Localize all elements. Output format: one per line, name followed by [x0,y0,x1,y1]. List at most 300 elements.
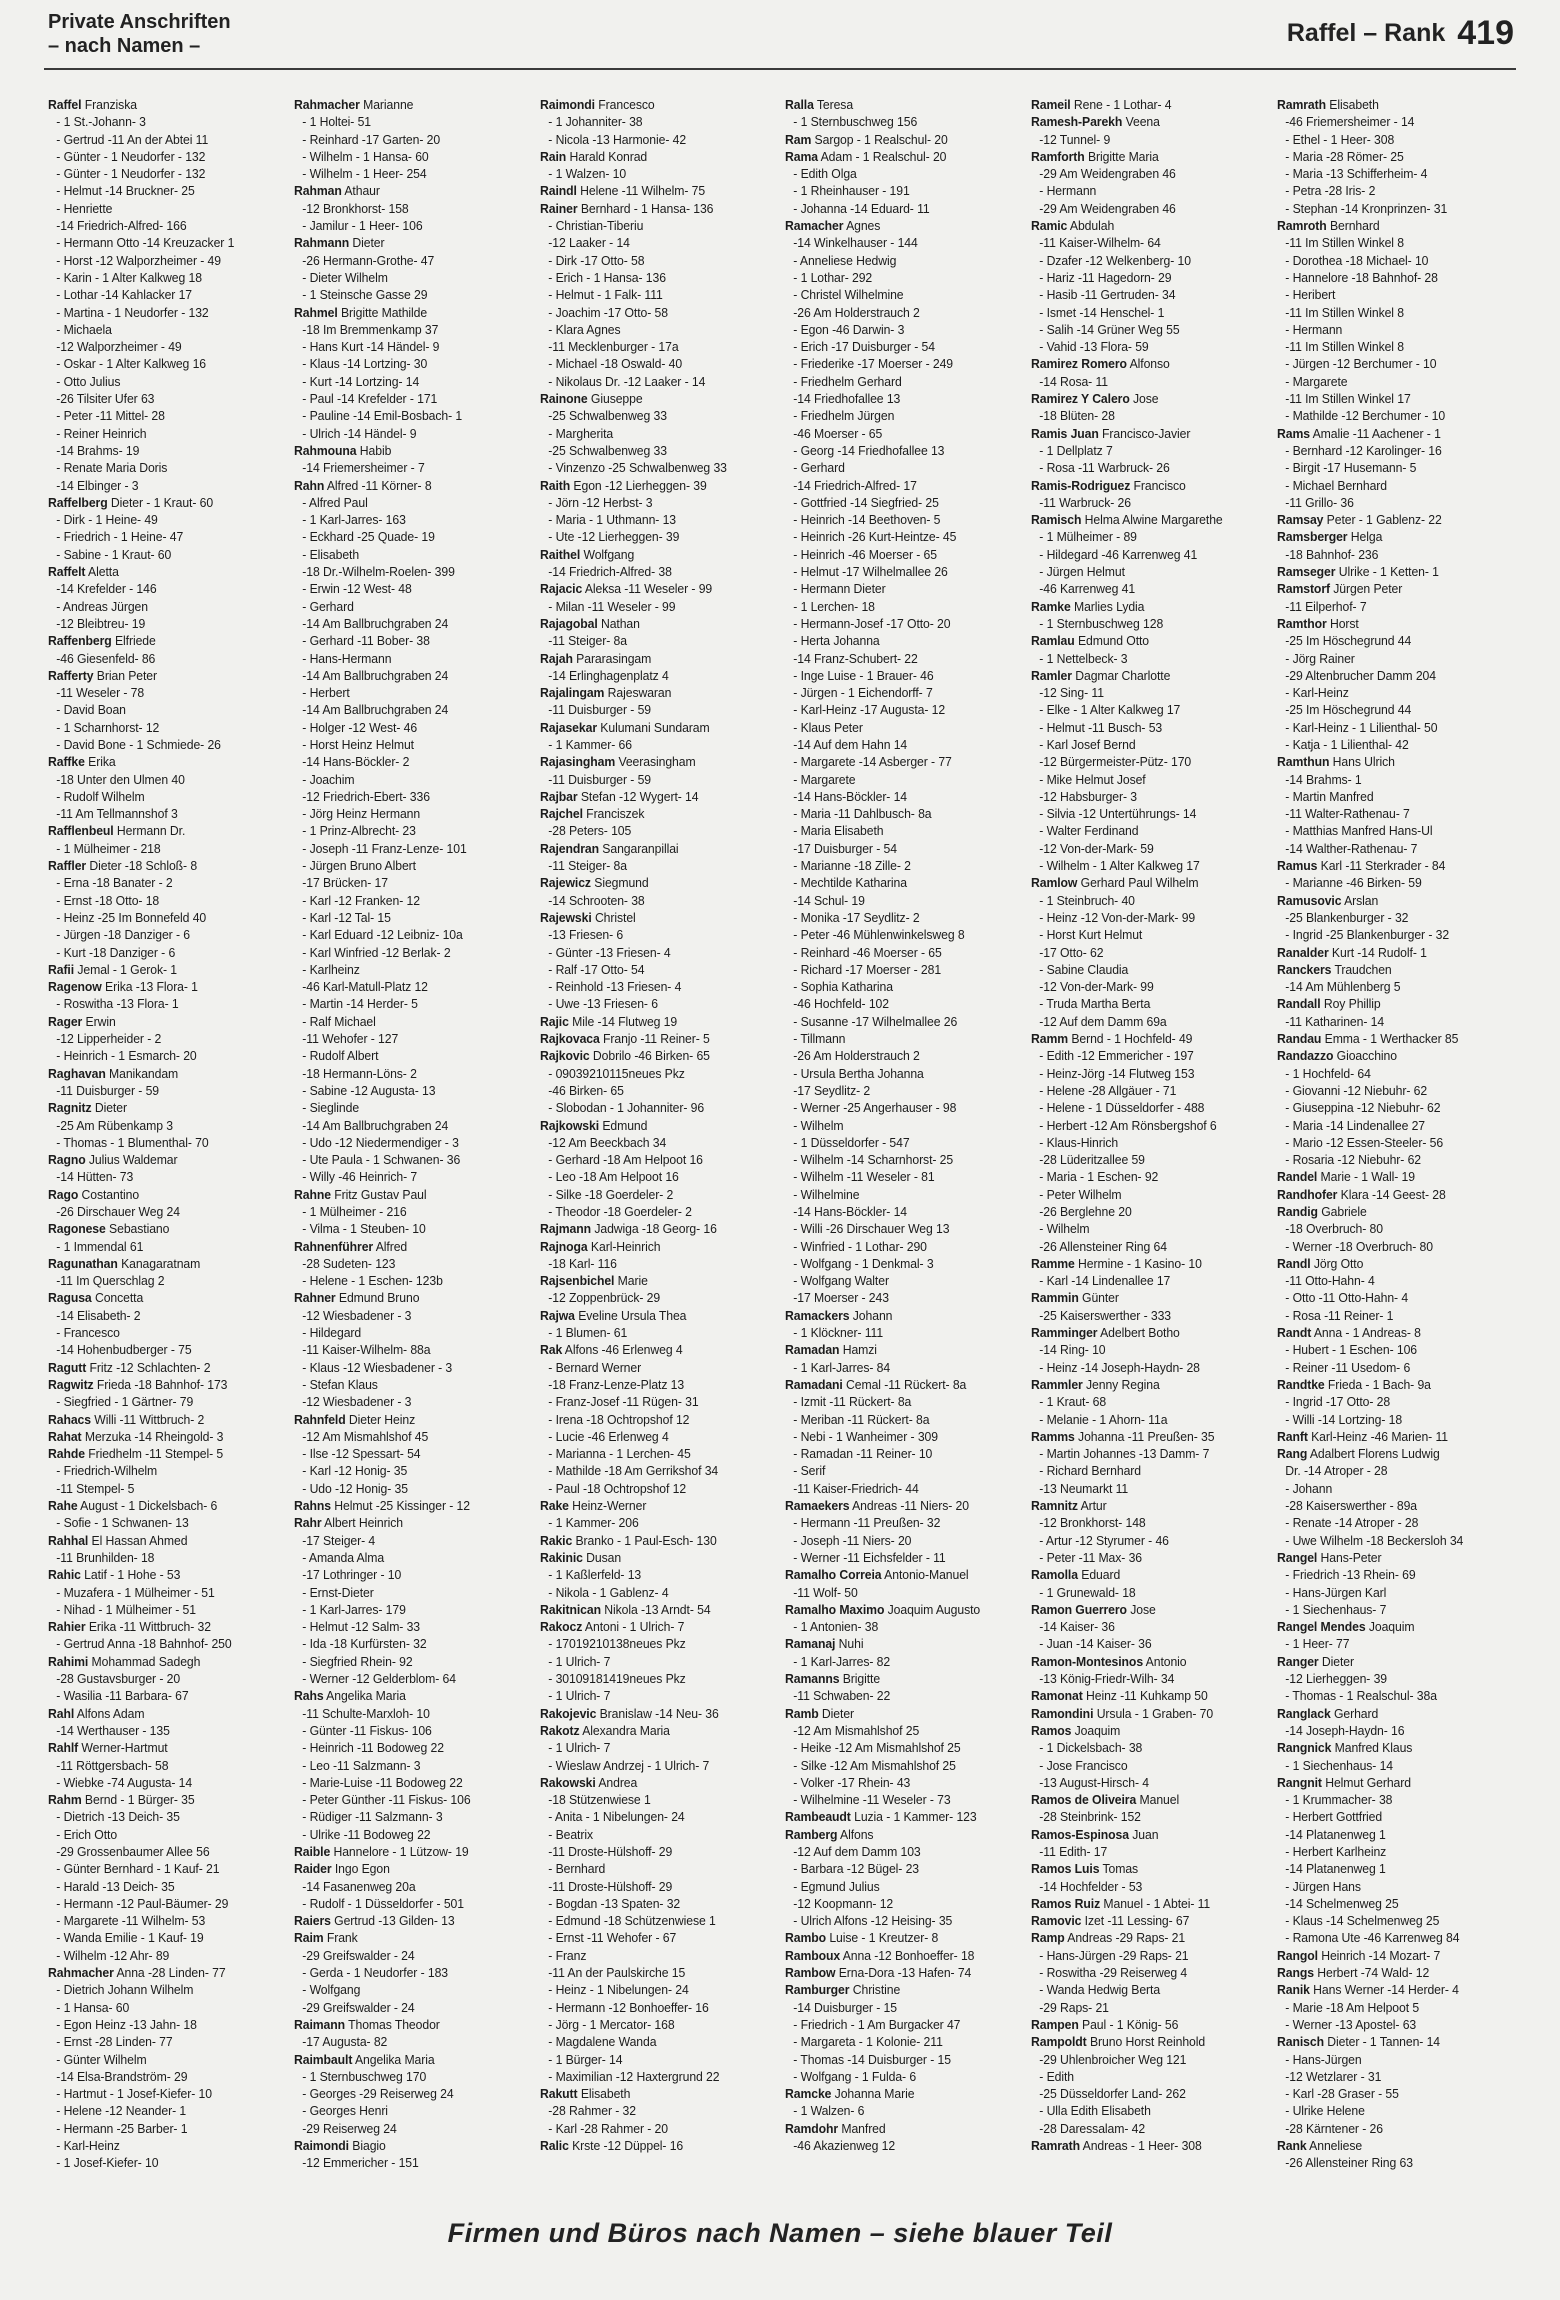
entry-text: - Erna -18 Banater - 2 [56,875,173,891]
entry-text: - Karl -14 Lindenallee 17 [1039,1273,1171,1289]
directory-entry-head [540,1618,775,1635]
entry-text: -26 Hermann-Grothe- 47 [302,252,435,268]
directory-entry-line [294,373,531,390]
surname: Ramme [1031,1255,1076,1271]
entry-text: Alfred -11 Körner- 8 [324,477,432,493]
surname: Rajkovic [539,1048,590,1064]
surname: Ramos [1031,1722,1072,1738]
directory-entry-head [1031,1566,1266,1583]
surname: Rafii [48,961,75,977]
directory-entry-line [540,1584,777,1601]
entry-text: - Werner -12 Gelderblom- 64 [302,1671,456,1687]
entry-text: - Rosaria -12 Niebuhr- 62 [1285,1152,1422,1168]
directory-entry-line [1031,528,1268,545]
directory-entry-line [540,1566,777,1583]
directory-entry-line [1277,373,1514,390]
directory-entry-line [540,1376,777,1393]
directory-entry-line [48,995,285,1012]
entry-text: - Rosa -11 Reiner- 1 [1285,1307,1394,1323]
directory-entry-line [785,563,1022,580]
entry-text: - Wilhelm -14 Scharnhorst- 25 [793,1152,954,1168]
entry-text: - Susanne -17 Wilhelmallee 26 [793,1013,958,1029]
surname: Rahacs [48,1411,91,1427]
directory-entry-line [48,2137,285,2154]
surname: Rahm [48,1792,82,1808]
directory-entry-head [1277,1047,1512,1064]
directory-entry-line [1277,390,1514,407]
directory-entry-line [48,1584,285,1601]
name-range: Raffel – Rank [1286,19,1446,47]
entry-text: Eduard [1078,1567,1121,1583]
entry-text: - Helmut -12 Salm- 33 [302,1619,420,1635]
directory-entry-line [48,234,285,251]
entry-text: - Reinhard -17 Garten- 20 [302,131,440,147]
entry-text: - Martina - 1 Neudorfer - 132 [56,304,209,320]
directory-entry-line [48,338,285,355]
directory-entry-line [785,840,1022,857]
entry-text: -12 Bronkhorst- 148 [1039,1515,1146,1531]
directory-entry-line [1031,1808,1268,1825]
entry-text: -46 Karrenweg 41 [1039,581,1136,597]
directory-entry-head [48,1705,283,1722]
directory-entry-line [48,1947,285,1964]
entry-text: Alfons Adam [74,1705,145,1721]
surname: Rangnick [1277,1740,1332,1756]
directory-column-1 [48,96,285,2201]
entry-text: - Erich - 1 Hansa- 136 [547,269,666,285]
directory-entry-line [785,1618,1022,1635]
entry-text: -12 Lipperheider - 2 [56,1031,162,1047]
directory-entry-head [1277,1947,1512,1964]
entry-text: - Peter -11 Mittel- 28 [56,408,165,424]
entry-text: - Hermann [1285,321,1343,337]
entry-text: Albert Heinrich [321,1515,403,1531]
entry-text: - Sophia Katharina [793,979,894,995]
entry-text: - 1 Johanniter- 38 [547,114,643,130]
directory-entry-line [540,944,777,961]
directory-entry-line [785,1653,1022,1670]
entry-text: - Kurt -14 Lortzing- 14 [302,373,419,389]
directory-entry-head [48,1532,283,1549]
entry-text: - Amanda Alma [302,1549,384,1565]
entry-text: -12 Auf dem Damm 103 [793,1843,922,1859]
entry-text: - 1 Krummacher- 38 [1285,1792,1393,1808]
directory-entry-line [785,788,1022,805]
directory-entry-line [48,719,285,736]
entry-text: - Siegfried - 1 Gärtner- 79 [56,1394,194,1410]
surname: Rain [539,148,566,164]
surname: Ramirez Romero [1031,356,1128,372]
entry-text: - Birgit -17 Husemann- 5 [1285,460,1417,476]
directory-entry-head [1031,425,1266,442]
directory-entry-line [540,1687,777,1704]
directory-entry-line [1031,286,1268,303]
entry-text: Andrea [595,1774,637,1790]
entry-text: Klara -14 Geest- 28 [1337,1186,1446,1202]
entry-text: -46 Moerser - 65 [793,425,883,441]
directory-entry-line [294,1635,531,1652]
surname: Ranft [1277,1428,1308,1444]
entry-text: -11 Im Stillen Winkel 8 [1285,304,1405,320]
entry-text: -14 Ring- 10 [1039,1342,1106,1358]
entry-text: - Karl -12 Honig- 35 [302,1463,408,1479]
directory-entry-line [540,459,777,476]
surname: Ramic [1031,218,1068,234]
entry-text: -18 Dr.-Wilhelm-Roelen- 399 [302,564,455,580]
surname: Rajah [539,650,573,666]
directory-entry-line [48,477,285,494]
directory-entry-line [540,1428,777,1445]
entry-text: - Herbert [302,685,350,701]
directory-entry-line [540,1186,777,1203]
surname: Ramboux [785,1947,841,1963]
entry-text: - Ralf Michael [302,1013,376,1029]
entry-text: Hannelore - 1 Lützow- 19 [329,1843,469,1859]
surname: Ralic [539,2138,569,2154]
entry-text: Habib [356,442,392,458]
directory-entry-line [1031,1186,1268,1203]
directory-entry-head [1031,355,1266,372]
directory-entry-line [48,874,285,891]
directory-entry-head [540,1722,775,1739]
surname: Ragnitz [48,1100,92,1116]
entry-text: Adelbert Botho [1097,1325,1181,1341]
surname: Ramstorf [1277,581,1331,597]
surname: Ragunathan [48,1255,118,1271]
directory-entry-line [785,477,1022,494]
directory-entry-line [540,1826,777,1843]
entry-text: Alfons -46 Erlenweg 4 [561,1342,683,1358]
entry-text: - 1 Kammer- 206 [547,1515,639,1531]
directory-entry-line [785,1359,1022,1376]
directory-entry-head [48,667,283,684]
entry-text: - Gerhard [302,598,354,614]
entry-text: - Werner -11 Eichsfelder - 11 [793,1549,947,1565]
entry-text: - Maria - 1 Uthmann- 13 [547,512,676,528]
directory-entry-line [1031,1445,1268,1462]
entry-text: - Beatrix [547,1826,593,1842]
surname: Rahnenführer [293,1238,373,1254]
directory-entry-line [294,1134,531,1151]
entry-text: Anna -28 Linden- 77 [113,1965,226,1981]
directory-entry-line [1031,1220,1268,1237]
entry-text: - Helene -12 Neander- 1 [56,2103,187,2119]
entry-text: Dieter Heinz [345,1411,415,1427]
directory-entry-line [48,1670,285,1687]
entry-text: - Kurt -18 Danziger - 6 [56,944,176,960]
directory-entry-head [540,1307,775,1324]
directory-entry-line [540,234,777,251]
entry-text: - Georg -14 Friedhofallee 13 [793,442,945,458]
directory-entry-head [540,2137,775,2154]
surname: Raindl [539,183,577,199]
entry-text: Angelika Maria [323,1688,406,1704]
entry-text: - Friedhelm Gerhard [793,373,903,389]
surname: Ramis Juan [1031,425,1100,441]
entry-text: - Renate Maria Doris [56,460,168,476]
entry-text: - 09039210115neues Pkz [547,1065,685,1081]
entry-text: August - 1 Dickelsbach- 6 [77,1498,218,1514]
entry-text: - Michaela [56,321,112,337]
directory-entry-line [1277,200,1514,217]
entry-text: - Roswitha -13 Flora- 1 [56,996,179,1012]
entry-text: Helmut Gerhard [1322,1774,1412,1790]
directory-entry-head [1031,1791,1266,1808]
surname: Rajewicz [539,875,591,891]
surname: Rajchel [539,806,583,822]
directory-entry-line [48,1030,285,1047]
entry-text: -12 Bürgermeister-Pütz- 170 [1039,754,1192,770]
directory-entry-head [540,874,775,891]
directory-entry-line [540,1134,777,1151]
directory-entry-line [294,2102,531,2119]
entry-text: - 1 Walzen- 10 [547,166,626,182]
entry-text: -29 Am Weidengraben 46 [1039,200,1177,216]
directory-entry-head [48,1255,283,1272]
entry-text: -46 Akazienweg 12 [793,2138,896,2154]
directory-entry-head [294,1687,529,1704]
entry-text: Fritz Gustav Paul [330,1186,427,1202]
directory-entry-line [48,1843,285,1860]
entry-text: Stefan -12 Wygert- 14 [577,788,699,804]
entry-text: Alfred [372,1238,407,1254]
entry-text: Latif - 1 Hohe - 53 [80,1567,181,1583]
directory-entry-line [1031,200,1268,217]
entry-text: - 1 Steinbruch- 40 [1039,892,1136,908]
entry-text: -28 Peters- 105 [547,823,631,839]
directory-entry-line [294,650,531,667]
entry-text: - 1 Steinsche Gasse 29 [302,287,428,303]
surname: Ramke [1031,598,1071,614]
directory-entry-line [48,1826,285,1843]
directory-entry-head [48,1791,283,1808]
directory-entry-line [540,304,777,321]
directory-entry-line [785,909,1022,926]
directory-entry-head [785,1964,1020,1981]
directory-entry-line [540,995,777,1012]
entry-text: - Ernst -28 Linden- 77 [56,2034,173,2050]
directory-entry-line [1031,892,1268,909]
entry-text: -17 Lothringer - 10 [302,1567,402,1583]
directory-entry-line [540,1878,777,1895]
entry-text: Gioacchino [1333,1048,1398,1064]
surname: Rahlf [48,1740,79,1756]
directory-entry-line [48,1047,285,1064]
entry-text: -14 Elbinger - 3 [56,477,139,493]
directory-entry-head [1277,944,1512,961]
directory-entry-head [1277,857,1512,874]
entry-text: - David Bone - 1 Schmiede- 26 [56,736,221,752]
directory-entry-line [294,528,531,545]
directory-entry-line [1277,1411,1514,1428]
entry-text: Alexandra Maria [579,1722,670,1738]
entry-text: - Gerhard [793,460,846,476]
directory-entry-line [540,131,777,148]
surname: Rahier [48,1619,86,1635]
directory-entry-head [294,2016,529,2033]
directory-entry-line [1031,563,1268,580]
entry-text: - Mike Helmut Josef [1039,771,1146,787]
directory-entry-head [1031,2016,1266,2033]
surname: Ranisch [1277,2034,1325,2050]
surname: Rahmouna [293,442,357,458]
surname: Rager [48,1013,83,1029]
entry-text: - Dieter Wilhelm [302,269,388,285]
directory-entry-line [48,1514,285,1531]
entry-text: Dieter - 1 Tannen- 14 [1324,2034,1441,2050]
directory-entry-head [48,978,283,995]
entry-text: - Giuseppina -12 Niebuhr- 62 [1285,1100,1441,1116]
entry-text: -28 Lüderitzallee 59 [1039,1152,1146,1168]
directory-entry-line [48,615,285,632]
section-title: Private Anschriften [48,11,231,33]
entry-text: -12 Am Mismahlshof 25 [793,1722,920,1738]
directory-entry-head [1277,1168,1512,1185]
directory-entry-line [1277,1341,1514,1358]
directory-entry-line [540,1635,777,1652]
entry-text: - Hermann -12 Bonhoeffer- 16 [547,1999,709,2015]
entry-text: -46 Friemersheimer - 14 [1285,114,1415,130]
entry-text: Mile -14 Flutweg 19 [568,1013,677,1029]
entry-text: Friedhelm -11 Stempel- 5 [84,1446,224,1462]
directory-entry-line [294,252,531,269]
directory-entry-line [294,1376,531,1393]
entry-text: - Jürgen -12 Berchumer - 10 [1285,356,1437,372]
surname: Ramisch [1031,512,1082,528]
entry-text: -14 Franz-Schubert- 22 [793,650,919,666]
directory-entry-line [785,995,1022,1012]
directory-entry-line [1031,719,1268,736]
directory-entry-head [294,1929,529,1946]
directory-entry-head [785,131,1020,148]
directory-entry-line [1031,338,1268,355]
entry-text: - Ursula Bertha Johanna [793,1065,925,1081]
entry-text: - Ramona Ute -46 Karrenweg 84 [1285,1930,1460,1946]
surname: Rahe [48,1498,78,1514]
directory-entry-head [48,1618,283,1635]
directory-entry-line [540,771,777,788]
entry-text: - Egon -46 Darwin- 3 [793,321,905,337]
entry-text: Bernhard [1326,218,1380,234]
entry-text: Adam - 1 Realschul- 20 [818,148,947,164]
surname: Rajkovaca [539,1031,600,1047]
entry-text: - Vinzenzo -25 Schwalbenweg 33 [547,460,727,476]
surname: Raimann [293,2016,345,2032]
surname: Rangol [1277,1947,1319,1963]
entry-text: - Horst Heinz Helmut [302,736,414,752]
directory-entry-head [540,1497,775,1514]
entry-text: - Michael Bernhard [1285,477,1388,493]
directory-entry-line [294,1739,531,1756]
directory-entry-head [1277,753,1512,770]
directory-entry-head [48,1289,283,1306]
entry-text: -25 Schwalbenweg 33 [547,408,667,424]
directory-entry-head [540,1705,775,1722]
directory-entry-line [1031,1964,1268,1981]
directory-entry-line [294,1462,531,1479]
directory-entry-head [1277,1705,1512,1722]
surname: Ranglack [1277,1705,1331,1721]
entry-text: - Hans Kurt -14 Händel- 9 [302,339,440,355]
surname: Raffel [48,97,82,112]
entry-text: - Bernard Werner [547,1359,641,1375]
entry-text: - Marie -18 Am Helpoot 5 [1285,1999,1420,2015]
surname: Rahn [293,477,325,493]
directory-entry-line [294,148,531,165]
surname: Rangs [1277,1965,1315,1981]
entry-text: -14 Friedrich-Alfred- 166 [56,218,187,234]
entry-text: - 1 Scharnhorst- 12 [56,719,160,735]
directory-entry-line [1277,1393,1514,1410]
directory-entry-head [785,1947,1020,1964]
directory-entry-line [540,373,777,390]
entry-text: - Marianna - 1 Lerchen- 45 [547,1446,691,1462]
entry-text: - Muzafera - 1 Mülheimer - 51 [56,1584,215,1600]
entry-text: Bernd - 1 Bürger- 35 [81,1792,195,1808]
directory-entry-line [540,1289,777,1306]
entry-text: -14 Platanenweg 1 [1285,1861,1386,1877]
entry-text: - Ramadan -11 Reiner- 10 [793,1446,933,1462]
entry-text: Erika -13 Flora- 1 [101,979,198,995]
entry-text: -18 Unter den Ulmen 40 [56,771,185,787]
directory-entry-head [294,477,529,494]
entry-text: - Sofie - 1 Schwanen- 13 [56,1515,189,1531]
entry-text: Francesco [594,97,655,112]
directory-entry-line [785,926,1022,943]
entry-text: -13 Friesen- 6 [547,927,623,943]
entry-text: - Hartmut - 1 Josef-Kiefer- 10 [56,2086,212,2102]
directory-entry-line [1031,269,1268,286]
entry-text: -17 Seydlitz- 2 [793,1082,871,1098]
entry-text: - Wanda Hedwig Berta [1039,1982,1161,1998]
entry-text: Ingo Egon [331,1861,390,1877]
surname: Rajsenbichel [539,1273,615,1289]
entry-text: - Gerda - 1 Neudorfer - 183 [302,1965,448,1981]
entry-text: - Friedhelm Jürgen [793,408,895,424]
entry-text: - Margareta - 1 Kolonie- 211 [793,2034,944,2050]
directory-entry-line [48,1757,285,1774]
entry-text: - Karl Josef Bernd [1039,736,1136,752]
directory-entry-head [1277,995,1512,1012]
directory-entry-line [1031,494,1268,511]
directory-entry-head [540,1117,775,1134]
directory-entry-line [294,1220,531,1237]
directory-entry-line [1031,1359,1268,1376]
entry-text: - Winfried - 1 Lothar- 290 [793,1238,928,1254]
directory-entry-line [294,2154,531,2171]
directory-entry-head [1277,96,1512,113]
entry-text: - Andreas Jürgen [56,598,148,614]
directory-entry-line [48,131,285,148]
directory-entry-line [1031,1117,1268,1134]
directory-entry-line [785,286,1022,303]
entry-text: - Heinrich -46 Moerser - 65 [793,546,938,562]
entry-text: - Renate -14 Atroper - 28 [1285,1515,1419,1531]
entry-text: - Werner -13 Apostel- 63 [1285,2016,1417,2032]
entry-text: - Gerhard -11 Bober- 38 [302,633,430,649]
surname: Ramos Luis [1031,1861,1100,1877]
directory-entry-head [294,2051,529,2068]
directory-entry-line [1277,1601,1514,1618]
directory-entry-line [294,1653,531,1670]
directory-entry-line [1031,1462,1268,1479]
surname: Rambo [785,1930,827,1946]
entry-text: Thomas Theodor [344,2016,440,2032]
entry-text: Brigitte [839,1671,881,1687]
directory-entry-line [294,701,531,718]
entry-text: Andreas -29 Raps- 21 [1064,1930,1186,1946]
directory-entry-line [294,1151,531,1168]
